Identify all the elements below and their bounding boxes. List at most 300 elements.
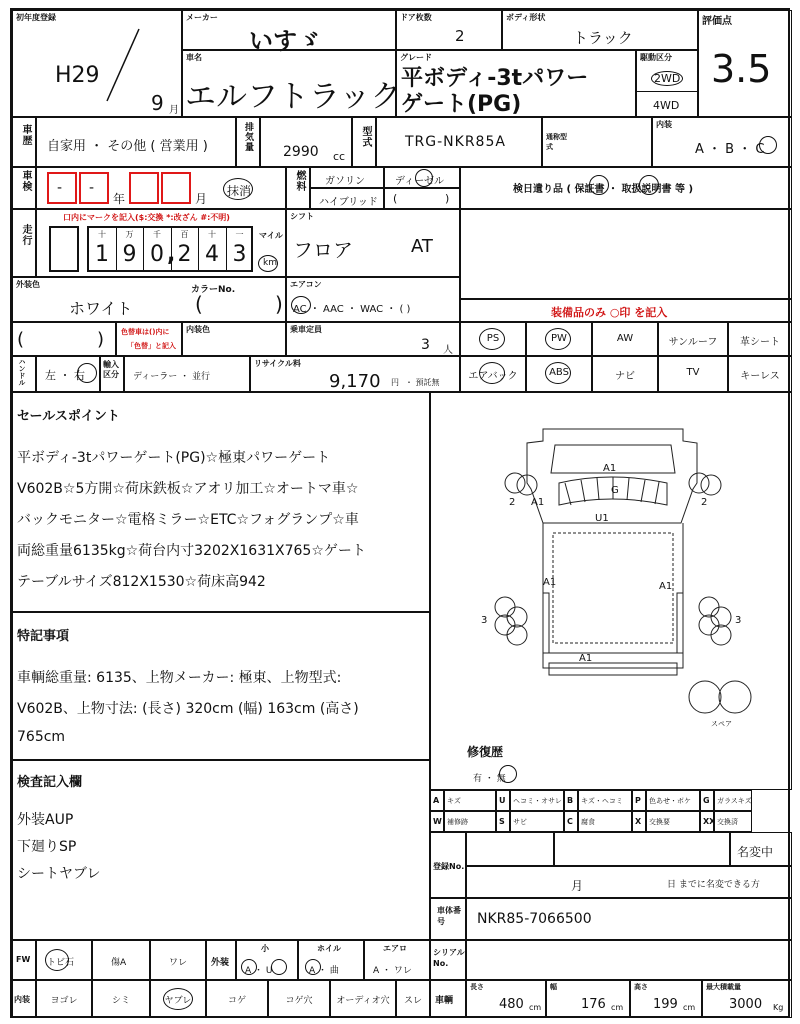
history-value: 自家用 ・ その他 ( 営業用 ): [47, 139, 208, 154]
fw-scratch: 傷A: [111, 958, 127, 968]
special-line: 車輌総重量: 6135、上物メーカー: 極東、上物型式:: [17, 670, 342, 686]
drive-4wd: 4WD: [653, 99, 680, 112]
legend-desc-cell: [578, 790, 632, 811]
width-cell: [546, 980, 630, 1018]
height-unit: cm: [683, 1003, 696, 1012]
capacity-cell: [286, 322, 460, 356]
import-value: ディーラー ・ 並行: [133, 372, 211, 382]
height-label: 高さ: [634, 983, 648, 991]
int-color-label: 内装色: [186, 325, 210, 334]
load-label: 最大積載量: [706, 983, 741, 991]
equipment-label: PS: [486, 333, 500, 344]
legend-desc: 交換済: [717, 818, 738, 826]
recycle-deposit: ・ 預託無: [405, 378, 440, 387]
exterior-aero-cell: [364, 940, 430, 980]
recycle-label: リサイクル料: [254, 359, 301, 368]
legend-desc: サビ: [513, 818, 527, 826]
odometer-digit-cell: [89, 228, 117, 270]
small-circle-u: [271, 959, 287, 975]
width-value: 176: [581, 997, 606, 1012]
model-label: 型式: [360, 126, 371, 148]
legend-desc: 補修跡: [447, 818, 468, 826]
aero-label: エアロ: [383, 944, 407, 953]
interior-damage-cell: [268, 980, 330, 1018]
odometer-digit: 3: [232, 242, 247, 267]
capacity-label: 乗車定員: [290, 325, 322, 334]
sales-line: V602B☆5方開☆荷床鉄板☆アオリ加工☆オートマ車☆: [17, 481, 359, 497]
sales-line: テーブルサイズ812X1530☆荷床高942: [17, 574, 266, 590]
drive-2wd: 2WD: [651, 71, 683, 86]
aircon-cell: [286, 277, 460, 322]
common-model-cell: [542, 117, 652, 167]
exterior-wheel-cell: [298, 940, 364, 980]
interior-cell: [652, 117, 792, 167]
docs-value: 検日遺り品 ( 保証書 ・ 取扱説明書 等 ): [513, 184, 694, 195]
equipment-cell: [592, 322, 658, 356]
legend-code: G: [703, 796, 710, 805]
legend-desc-cell: [714, 811, 752, 832]
equipment-label: TV: [686, 367, 700, 378]
check-title: 検査記入欄: [17, 775, 83, 790]
maker-value: いすゞ: [249, 27, 321, 55]
interior-damage-cell: [92, 980, 150, 1018]
reg-label-cell: [430, 832, 466, 898]
inspection-month-unit: 月: [195, 192, 208, 206]
check-line: シートヤブレ: [17, 866, 101, 882]
interior-grades: A ・ B ・ C: [695, 142, 765, 157]
wheel-circle: [305, 959, 321, 975]
legend-code-cell: [632, 811, 646, 832]
legend-code-cell: [700, 811, 714, 832]
tail-outline: [543, 653, 683, 668]
color-change-paren-close: ): [97, 329, 105, 350]
legend-code: P: [635, 796, 641, 805]
legend-desc-cell: [510, 790, 564, 811]
mileage-cell: [36, 209, 286, 277]
check-line: 外装AUP: [17, 812, 74, 828]
equipment-row-2: [460, 356, 792, 392]
fuel-hybrid-paren-cell: [384, 188, 460, 209]
mileage-label-cell: [12, 209, 36, 277]
diag-label-a1-top: A1: [603, 463, 617, 474]
diag-num-2-right: 2: [701, 497, 708, 508]
interior-damage-label: ヤブレ: [164, 996, 192, 1006]
mileage-label: 走行: [20, 224, 31, 246]
legend-desc-cell: [646, 811, 700, 832]
reg-month-unit: 月: [571, 879, 584, 893]
legend-code: XX: [703, 817, 716, 826]
legend-desc: 腐食: [581, 818, 595, 826]
fw-item-3: [150, 940, 206, 980]
length-cell: [466, 980, 546, 1018]
history-label: 車歴: [20, 124, 31, 146]
odometer-place: 万: [125, 230, 134, 239]
legend-code: A: [433, 796, 440, 805]
special-line: V602B、上物寸法: (長さ) 320cm (幅) 163cm (高さ): [17, 701, 359, 717]
legend-desc-cell: [444, 811, 496, 832]
inspection-label: 車検: [20, 170, 31, 192]
fuel-hybrid: ハイブリッド: [319, 197, 378, 208]
model-value: TRG-NKR85A: [405, 134, 506, 150]
aircon-value: AC ・ AAC ・ WAC ・ ( ): [293, 304, 411, 315]
size-label: 車輌: [435, 996, 454, 1006]
recycle-cell: [250, 356, 460, 392]
eval-score: 3.5: [711, 47, 772, 91]
interior-damage-cell: [206, 980, 268, 1018]
legend-code: S: [499, 817, 505, 826]
width-unit: cm: [611, 1003, 624, 1012]
doors-value: 2: [455, 27, 465, 45]
color-change-paren-open: (: [17, 329, 25, 350]
height-cell: [630, 980, 702, 1018]
repair-title: 修復歴: [467, 745, 504, 759]
color-no-paren-open: (: [195, 292, 203, 316]
ext-color-label: 外装色: [16, 280, 40, 289]
odometer-place: 十: [98, 230, 106, 239]
reg-b-cell: [554, 832, 730, 866]
body-shape-cell: [502, 10, 698, 50]
size-label-cell: [430, 980, 466, 1018]
repair-value: 有 ・ 無: [473, 774, 506, 784]
docs-circle-1: [589, 175, 609, 195]
equipment-label: ナビ: [615, 371, 635, 382]
vin-label: 車体番号: [437, 906, 461, 926]
displacement-value: 2990: [283, 144, 319, 160]
fuel-label-cell: [286, 167, 310, 209]
fw-crack: ワレ: [169, 958, 188, 968]
cc-unit: cc: [333, 150, 346, 163]
interior-c-circle: [759, 136, 777, 154]
vin-label-cell: [430, 898, 466, 940]
handle-value: 左 ・ 右: [45, 369, 85, 382]
height-value: 199: [653, 997, 678, 1012]
equipment-cell: [526, 322, 592, 356]
odometer-place: 百: [180, 230, 189, 239]
mile-unit: マイル: [259, 231, 283, 240]
color-no-label: カラーNo.: [191, 285, 236, 295]
diag-spare: スペア: [711, 720, 732, 728]
equipment-cell: [460, 356, 526, 392]
legend-code-cell: [496, 790, 510, 811]
diag-label-a1-left: A1: [531, 497, 545, 508]
eval-label: 評価点: [702, 16, 732, 27]
reg-date-cell: [466, 866, 792, 898]
inspection-expired: 抹消: [227, 184, 252, 198]
legend-desc-cell: [578, 811, 632, 832]
inspection-box-3: [129, 172, 159, 204]
month-unit: 月: [169, 105, 179, 116]
legend-desc-cell: [714, 790, 752, 811]
legend-desc: 色あせ・ボケ: [649, 797, 691, 805]
wheel-items: A ・ 曲: [309, 966, 339, 976]
diag-num-3-left: 3: [481, 615, 488, 626]
grade-line1: 平ボディ-3tパワー: [401, 66, 589, 91]
odometer-comma: ,: [167, 242, 176, 267]
body-shape-value: トラック: [573, 29, 633, 47]
sales-line: 両総重量6135kg☆荷台内寸3202X1631X765☆ゲート: [17, 543, 366, 559]
equipment-circle: [545, 362, 571, 384]
load-value: 3000: [729, 997, 763, 1012]
bottom-int-label: 内装: [14, 995, 30, 1004]
import-label: 輸入区分: [103, 360, 119, 379]
odometer-place: 十: [208, 230, 216, 239]
import-label-cell: [100, 356, 124, 392]
grade-cell: [396, 50, 636, 117]
history-value-cell: [36, 117, 236, 167]
doors-cell: [396, 10, 502, 50]
odometer-place: 一: [235, 230, 244, 239]
equipment-label: エアバック: [468, 371, 518, 382]
legend-desc-cell: [510, 811, 564, 832]
vin-value: NKR85-7066500: [477, 911, 592, 927]
inspection-date-cell: - - 年 月 抹消: [36, 167, 286, 209]
equip-title: 装備品のみ ○印 を記入: [551, 306, 668, 319]
equipment-cell: [526, 356, 592, 392]
equipment-label: PW: [551, 333, 567, 344]
legend-code-cell: [564, 790, 578, 811]
equipment-label: サンルーフ: [668, 337, 718, 348]
color-change-note1: 色替車は()内に: [121, 328, 170, 336]
shift-cell: [286, 209, 460, 277]
transmission-value: AT: [411, 236, 433, 257]
legend-desc-cell: [444, 790, 496, 811]
inspection-label-cell: [12, 167, 36, 209]
recycle-yen: 円: [391, 378, 399, 387]
equipment-label: 革シート: [740, 337, 780, 348]
diag-label-a1-side-r: A1: [659, 581, 673, 592]
fw-item-2: [92, 940, 150, 980]
length-unit: cm: [529, 1003, 542, 1012]
grade-line2: ゲート(PG): [401, 92, 522, 117]
equipment-cell: [460, 322, 526, 356]
diag-num-2-left: 2: [509, 497, 516, 508]
special-notes-section: [12, 612, 430, 760]
equipment-row-1: [460, 322, 792, 356]
fuel-gasoline: ガソリン: [325, 176, 365, 187]
small-label: 小: [261, 944, 269, 953]
inspection-year-unit: 年: [113, 192, 126, 206]
length-value: 480: [499, 997, 524, 1012]
reg-day-text: 日 までに名変できる方: [667, 880, 760, 890]
car-name-cell: [182, 50, 402, 117]
first-registration-cell: [12, 10, 182, 117]
interior-damage-cell: [330, 980, 396, 1018]
wheel-label: ホイル: [317, 944, 341, 953]
equipment-circle: [479, 362, 505, 384]
equipment-cell: [658, 322, 728, 356]
drive-label: 駆動区分: [640, 53, 672, 62]
capacity-unit: 人: [443, 345, 453, 356]
sales-line: 平ボディ-3tパワーゲート(PG)☆極東パワーゲート: [17, 450, 331, 466]
model-cell: [376, 117, 542, 167]
serial-cell: [466, 940, 792, 980]
small-circle-a: [241, 959, 257, 975]
special-title: 特記事項: [17, 629, 70, 644]
serial-label: シリアルNo.: [433, 948, 465, 968]
equipment-cell: [728, 322, 792, 356]
maker-label: メーカー: [186, 13, 218, 22]
interior-label: 内装: [656, 120, 672, 129]
fuel-gasoline-cell: [310, 167, 384, 188]
expired-circle: [223, 178, 253, 200]
special-line: 765cm: [17, 729, 66, 745]
width-label: 幅: [550, 983, 557, 991]
odometer-digit: 4: [205, 242, 219, 267]
car-name-label: 車名: [186, 53, 202, 62]
legend-code: U: [499, 796, 506, 805]
displacement-label-cell: [236, 117, 260, 167]
legend-code-cell: [700, 790, 714, 811]
legend-code-cell: [632, 790, 646, 811]
repair-circle: [499, 765, 517, 783]
vin-cell: [466, 898, 792, 940]
ext-color-cell: [12, 277, 286, 322]
odometer: [87, 226, 253, 272]
fuel-label: 燃料: [294, 170, 305, 192]
fuel-diesel-cell: [384, 167, 460, 188]
legend-desc: キズ: [447, 797, 461, 805]
shift-label: シフト: [290, 212, 314, 221]
exterior-label-cell: [206, 940, 236, 980]
first-reg-label: 初年度登録: [16, 13, 56, 22]
interior-damage-label: スレ: [403, 996, 422, 1006]
damage-legend: [430, 790, 792, 832]
docs-blank-cell: [460, 209, 792, 299]
fw-circle: [45, 949, 69, 971]
vehicle-diagram-cell: [430, 392, 792, 790]
docs-cell: [460, 167, 792, 209]
displacement-label: 排気量: [243, 122, 253, 152]
fw-label-cell: [12, 940, 36, 980]
displacement-cell: [260, 117, 352, 167]
aircon-label: エアコン: [290, 280, 322, 289]
hybrid-paren-close: ): [445, 192, 450, 205]
reg-a-cell: [466, 832, 554, 866]
diag-label-g: G: [611, 485, 619, 496]
diesel-circle: [415, 169, 433, 187]
color-change-cell: [12, 322, 116, 356]
diag-label-a1-rear: A1: [579, 653, 593, 664]
odometer-digit: 0: [150, 242, 164, 267]
handle-label: ハンドル: [18, 358, 26, 386]
equip-title-cell: [460, 299, 792, 322]
inspection-box-4: [161, 172, 191, 204]
docs-circle-2: [639, 175, 659, 195]
handle-label-cell: [12, 356, 36, 392]
fw-item-1: [36, 940, 92, 980]
legend-code: C: [567, 817, 573, 826]
fw-label: FW: [16, 955, 31, 964]
cab-outline: [527, 429, 697, 523]
km-circle: [258, 255, 278, 272]
color-change-note2: 「色替」と記入: [127, 342, 176, 350]
legend-code: B: [567, 796, 574, 805]
interior-damage-circle: [163, 988, 193, 1010]
equipment-cell: [592, 356, 658, 392]
ext-color-value: ホワイト: [69, 299, 133, 318]
slash-mark: [103, 25, 143, 105]
fw-stone-chip: トビ石: [47, 958, 75, 968]
diag-num-3-right: 3: [735, 615, 742, 626]
odometer-digit: 2: [177, 242, 192, 267]
sales-title: セールスポイント: [17, 409, 120, 424]
exterior-small-cell: [236, 940, 298, 980]
import-cell: [124, 356, 250, 392]
handle-cell: [36, 356, 100, 392]
color-change-note-cell: [116, 322, 182, 356]
first-reg-year: H29: [55, 63, 100, 88]
interior-damage-cell: [396, 980, 430, 1018]
name-change-cell: [730, 832, 792, 866]
interior-damage-label: コゲ穴: [285, 996, 313, 1006]
doors-label: ドア枚数: [400, 13, 432, 22]
maker-cell: [182, 10, 396, 55]
interior-damage-cell: [150, 980, 206, 1018]
legend-desc: ガラスキズ: [717, 797, 752, 805]
legend-desc: 交換要: [649, 818, 670, 826]
equipment-label: ABS: [549, 367, 569, 378]
load-unit: Kg: [773, 1003, 784, 1012]
legend-code-cell: [496, 811, 510, 832]
fuel-hybrid-cell: [310, 188, 384, 209]
car-name-value: エルフトラック: [185, 79, 402, 115]
model-label-cell: [352, 117, 376, 167]
check-section: [12, 760, 430, 940]
odometer-digit: 9: [122, 242, 137, 267]
interior-damage-label: オーディオ穴: [336, 996, 390, 1006]
interior-damage-cell: [36, 980, 92, 1018]
sales-line: バックモニター☆電格ミラー☆ETC☆フォグランプ☆車: [17, 512, 359, 528]
check-line: 下廻りSP: [17, 839, 77, 855]
mileage-note: 口内にマークを記入($:交換 *:改ざん #:不明): [63, 213, 230, 222]
serial-label-cell: [430, 940, 466, 980]
exterior-label: 外装: [211, 958, 230, 968]
odometer-digit-cell: [227, 228, 255, 270]
reg-label: 登録No.: [433, 862, 465, 871]
legend-code: X: [635, 817, 642, 826]
odometer-digit-cell: [172, 228, 200, 270]
color-no-paren-close: ): [275, 292, 283, 316]
odometer-place: 千: [153, 230, 161, 239]
small-items: A ・ U: [245, 966, 273, 976]
shift-value: フロア: [293, 238, 353, 262]
legend-code-cell: [430, 790, 444, 811]
interior-damage-label: コゲ: [227, 996, 246, 1006]
evaluation-cell: [698, 10, 792, 117]
name-change: 名変中: [737, 845, 774, 859]
legend-desc: ヘコミ・オサレ: [513, 797, 562, 805]
first-reg-month: 9: [151, 91, 164, 115]
km-unit: km: [263, 258, 277, 268]
aero-items: A ・ ワレ: [373, 966, 412, 976]
legend-code: W: [433, 817, 442, 826]
capacity-value: 3: [421, 337, 430, 353]
interior-damage-label: シミ: [111, 996, 130, 1006]
auction-sheet: [10, 8, 790, 1018]
int-color-cell: [182, 322, 286, 356]
diag-label-u1: U1: [595, 513, 609, 524]
hybrid-paren-open: (: [393, 192, 398, 205]
body-shape-label: ボディ形状: [506, 13, 546, 22]
odometer-digit: 1: [95, 242, 109, 267]
legend-code-cell: [430, 811, 444, 832]
legend-code-cell: [564, 811, 578, 832]
aircon-circle: [291, 296, 311, 314]
equipment-circle: [479, 328, 505, 350]
grade-label: グレード: [400, 53, 432, 62]
equipment-cell: [728, 356, 792, 392]
legend-desc: キズ・ヘコミ: [581, 797, 623, 805]
